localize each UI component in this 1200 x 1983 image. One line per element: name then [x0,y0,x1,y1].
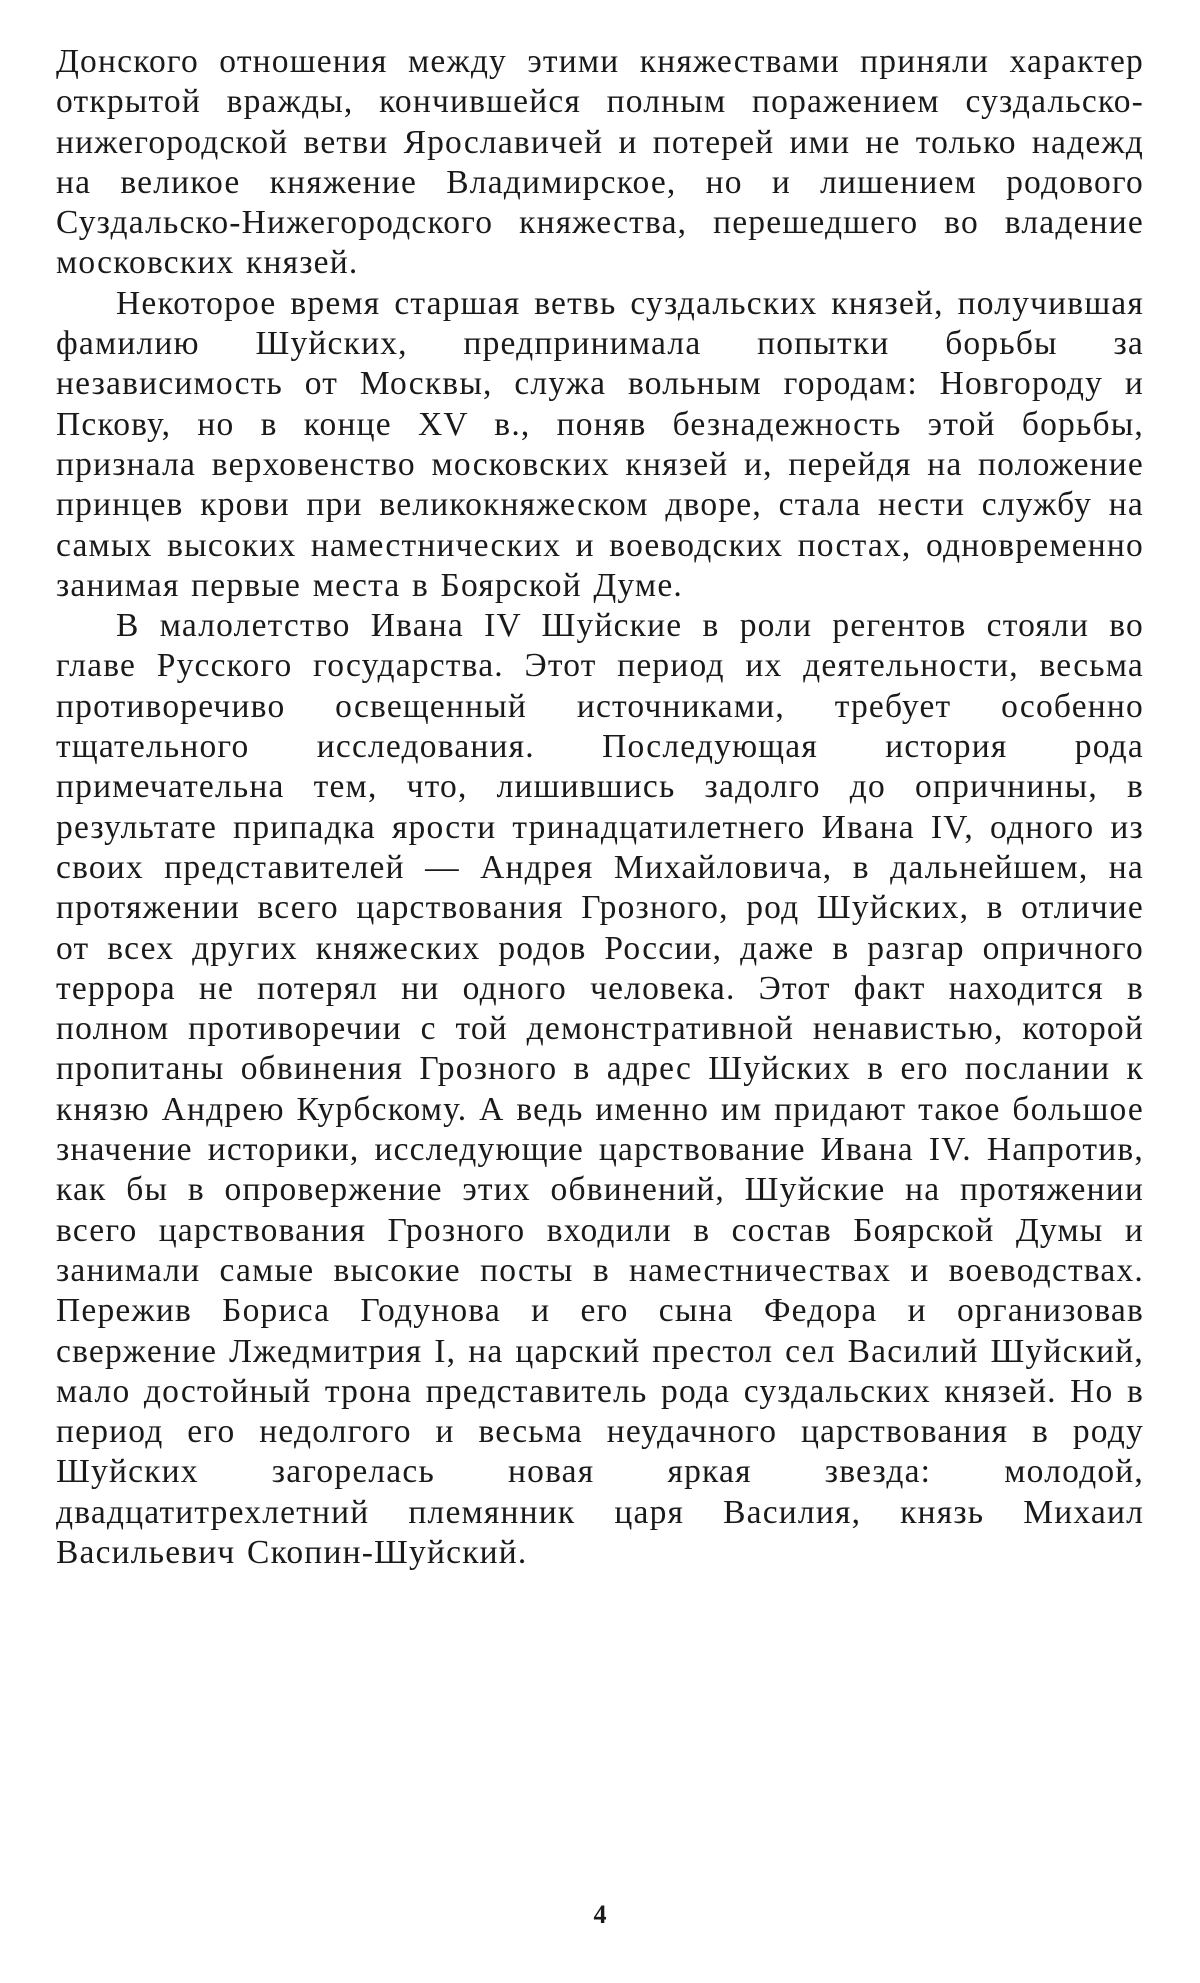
page-text [56,42,1144,1573]
paragraph-1: Донского отношения между этими княжествами приняли характер открытой вражды, кончившейся полным поражением суздальско-нижегородской ветви Ярославичей и потерей ими не только надежд на великое княжение Владимирское, но и лишением родового Суздальско-Нижегородского княжества, перешедшего во владение московских князей. [56,43,1144,282]
paragraph-3: В малолетство Ивана IV Шуйские в роли регентов стояли во главе Русского государства. Этот период их деятельности, весьма противоречиво освещенный источниками, требует особенно тщательного исследования. Последующая история рода примечательна тем, что, лишившись задолго до опричнины, в результате припадка ярости тринадцатилетнего Ивана IV, одного из своих представителей — Андрея Михайловича, в дальнейшем, на протяжении всего царствования Грозного, род Шуйских, в отличие от всех других княжеских родов России, даже в разгар опричного террора не потерял ни одного человека. Этот факт находится в полном противоречии с той демонстративной ненавистью, которой пропитаны обвинения Грозного в адрес Шуйских в его послании к князю Андрею Курбскому. А ведь именно им придают такое большое значение историки, исследующие царствование Ивана IV. Напротив, как бы в опровержение этих обвинений, Шуйские на протяжении всего царствования Грозного входили в состав Боярской Думы и занимали самые высокие посты в наместничествах и воеводствах. Пережив Бориса Годунова и его сына Федора и организовав свержение Лжедмитрия I, на царский престол сел Василий Шуйский, мало достойный трона представитель рода суздальских князей. Но в период его недолгого и весьма неудачного царствования в роду Шуйских загорелась новая яркая звезда: молодой, двадцатитрехлетний племянник царя Василия, князь Михаил Васильевич Скопин-Шуйский. [56,607,1144,1571]
page-number: 4 [593,1900,607,1929]
paragraph-2: Некоторое время старшая ветвь суздальских князей, получившая фамилию Шуйских, предпринимала попытки борьбы за независимость от Москвы, служа вольным городам: Новгороду и Пскову, но в конце XV в., поняв безнадежность этой борьбы, признала верховенство московских князей и, перейдя на положение принцев крови при великокняжеском дворе, стала нести службу на самых высоких наместнических и воеводских постах, одновременно занимая первые места в Боярской Думе. [56,284,1144,604]
